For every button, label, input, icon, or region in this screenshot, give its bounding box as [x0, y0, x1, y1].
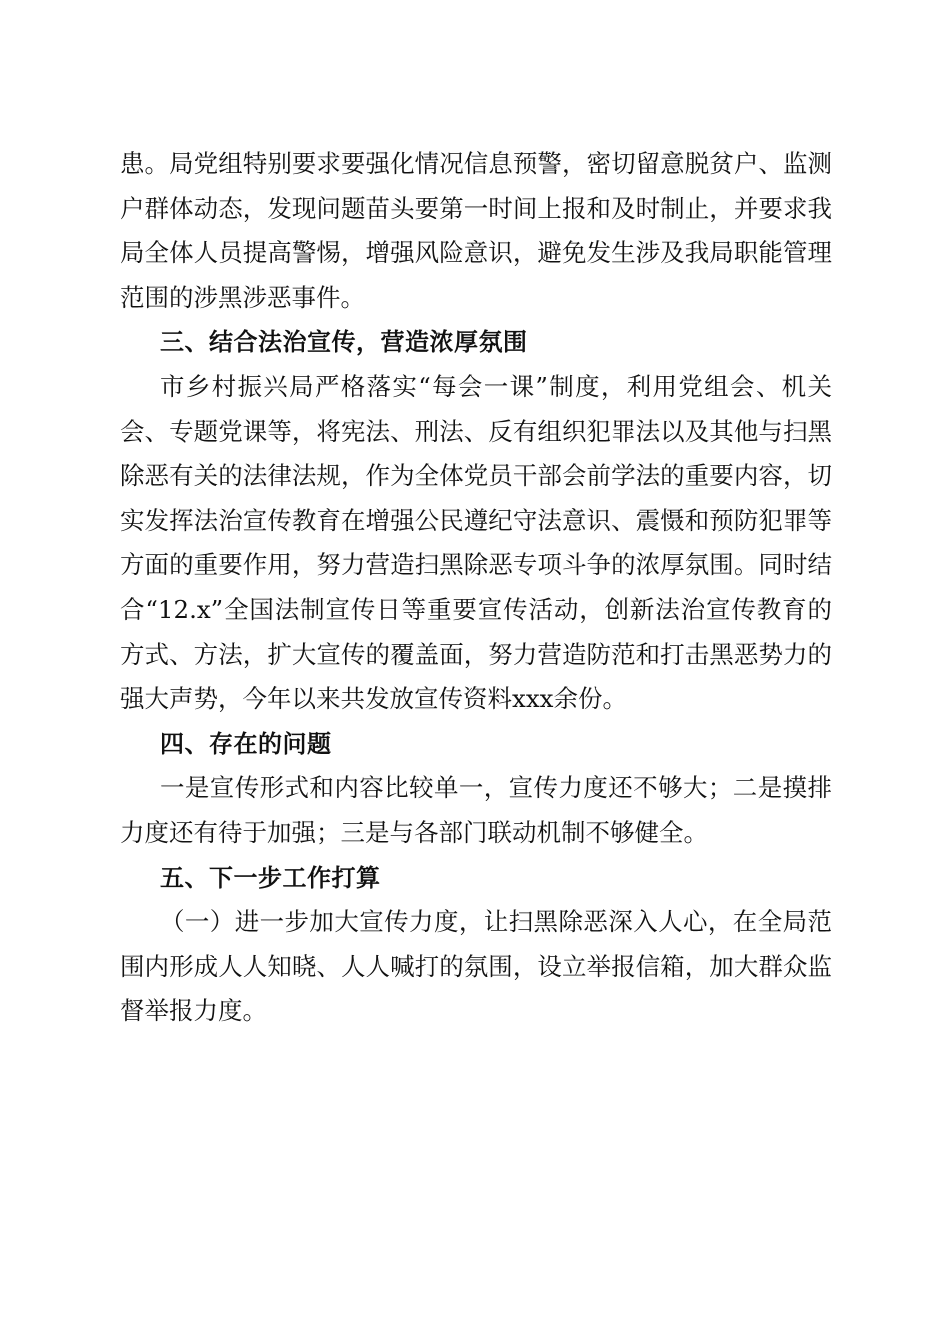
document-body — [120, 142, 832, 1034]
section-heading-5: 五、下一步工作打算 — [160, 863, 381, 892]
section-heading-3: 三、结合法治宣传，营造浓厚氛围 — [160, 328, 528, 357]
paragraph-continuation: 患。局党组特别要求要强化情况信息预警，密切留意脱贫户、监测户群体动态，发现问题苗头要第一时间上报和及时制止，并要求我局全体人员提高警惕，增强风险意识，避免发生涉及我局职能管理范围的涉黑涉恶事件。 — [120, 149, 832, 312]
section-heading-4: 四、存在的问题 — [160, 729, 332, 758]
paragraph-problems: 一是宣传形式和内容比较单一，宣传力度还不够大；二是摸排力度还有待于加强；三是与各部门联动机制不够健全。 — [120, 773, 832, 847]
paragraph-legal-publicity: 市乡村振兴局严格落实“每会一课”制度，利用党组会、机关会、专题党课等，将宪法、刑法、反有组织犯罪法以及其他与扫黑除恶有关的法律法规，作为全体党员干部会前学法的重要内容，切实发挥法治宣传教育在增强公民遵纪守法意识、震慑和预防犯罪等方面的重要作用，努力营造扫黑除恶专项斗争的浓厚氛围。同时结合“12.x”全国法制宣传日等重要宣传活动，创新法治宣传教育的方式、方法，扩大宣传的覆盖面，努力营造防范和打击黑恶势力的强大声势，今年以来共发放宣传资料xxx余份。 — [120, 371, 832, 714]
paragraph-next-steps: （一）进一步加大宣传力度，让扫黑除恶深入人心，在全局范围内形成人人知晓、人人喊打的氛围，设立举报信箱，加大群众监督举报力度。 — [120, 907, 832, 1026]
